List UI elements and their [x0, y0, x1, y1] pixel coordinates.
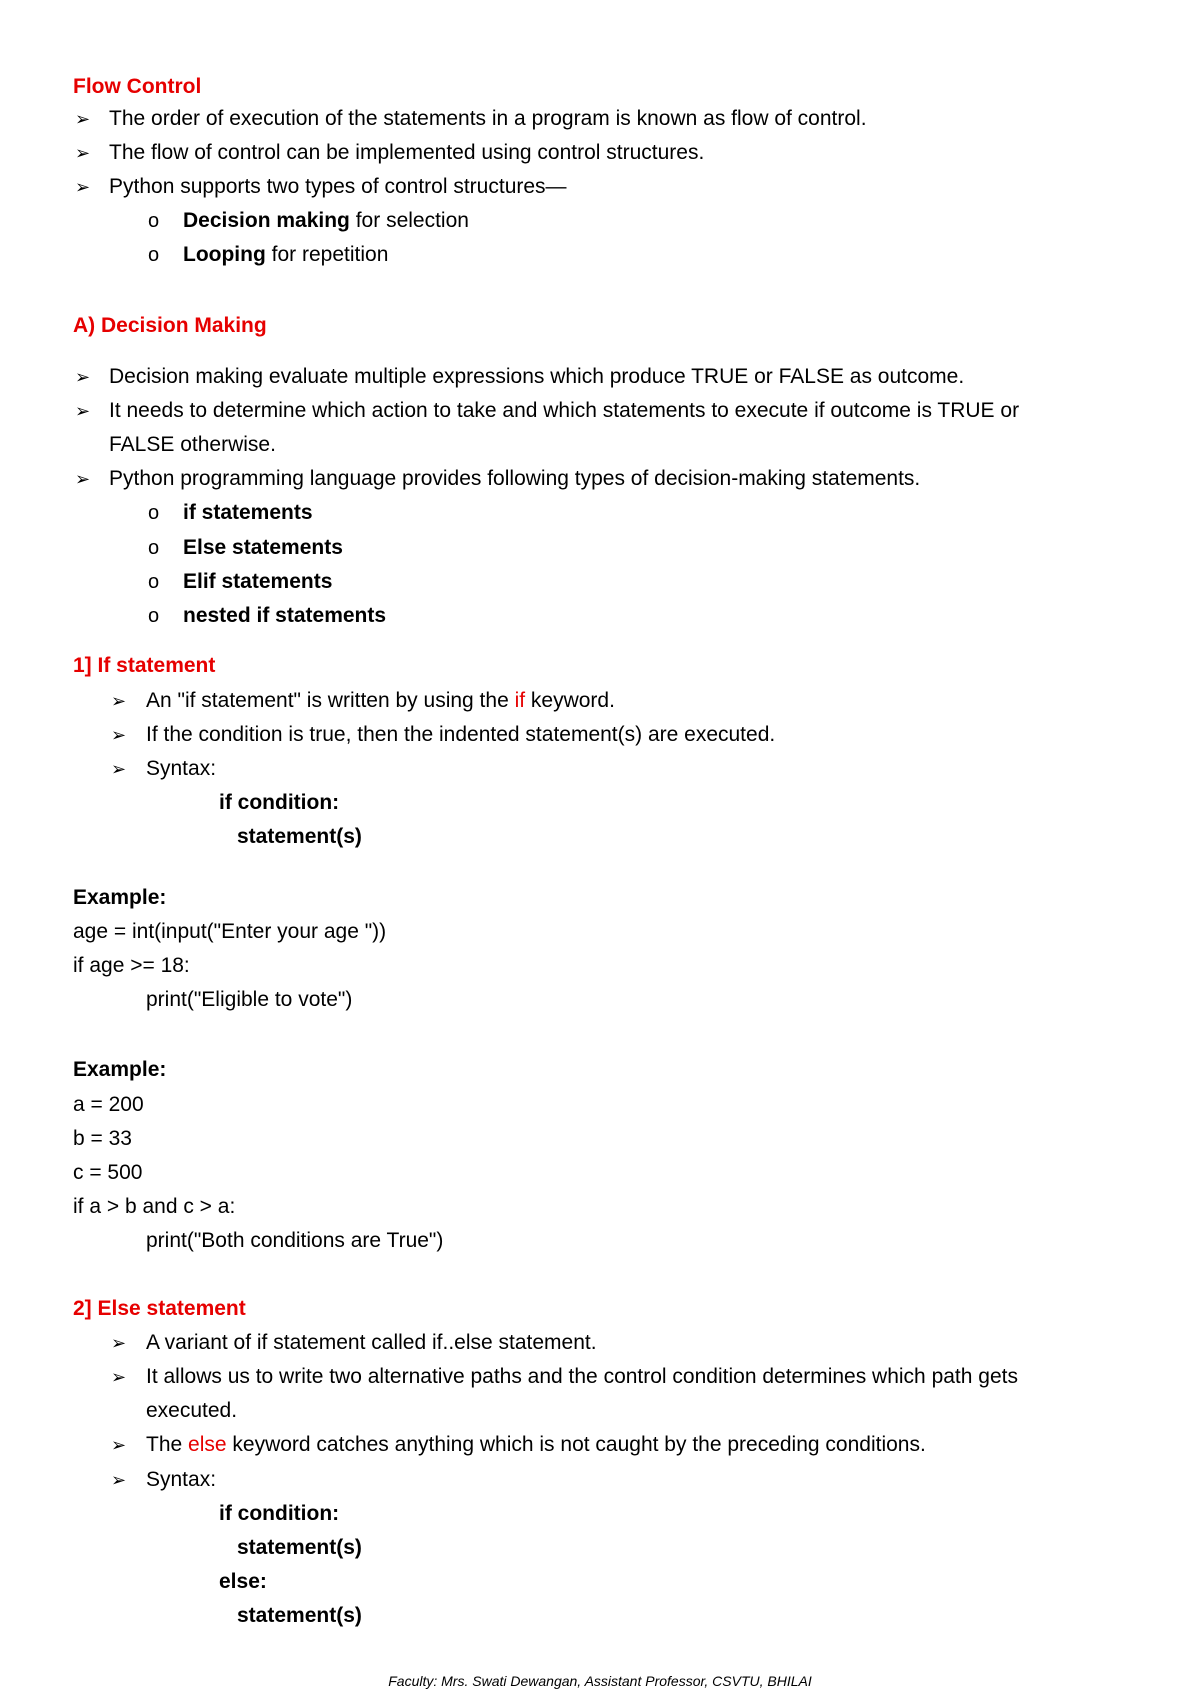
- sub-bullet-text: Elif statements: [183, 570, 333, 593]
- bullet-text: Syntax:: [146, 757, 217, 780]
- bullet-text: Decision making evaluate multiple expressions which produce TRUE or FALSE as outcome.: [109, 365, 965, 388]
- sub-bullet-text: Else statements: [183, 536, 343, 559]
- arrow-bullet-icon: ➢: [111, 1435, 127, 1455]
- sub-bullet-text: Decision making for selection: [183, 209, 469, 232]
- sub-bullet-text: nested if statements: [183, 604, 387, 627]
- syntax-line: statement(s): [237, 1604, 362, 1627]
- syntax-line: statement(s): [237, 825, 362, 848]
- syntax-line: if condition:: [219, 791, 340, 814]
- example-label: Example:: [73, 1058, 167, 1081]
- arrow-bullet-icon: ➢: [111, 759, 127, 779]
- bullet-text: An "if statement" is written by using the if keyword.: [146, 689, 615, 712]
- circle-bullet-icon: o: [148, 605, 160, 627]
- circle-bullet-icon: o: [148, 210, 160, 232]
- circle-bullet-icon: o: [148, 502, 160, 524]
- section-heading-else-statement: 2] Else statement: [73, 1297, 246, 1320]
- circle-bullet-icon: o: [148, 537, 160, 559]
- page-footer: Faculty: Mrs. Swati Dewangan, Assistant Professor, CSVTU, BHILAI: [388, 1673, 812, 1689]
- bullet-text: Syntax:: [146, 1468, 217, 1491]
- code-line: if a > b and c > a:: [73, 1195, 236, 1218]
- code-line: print("Both conditions are True"): [146, 1229, 444, 1252]
- arrow-bullet-icon: ➢: [111, 1333, 127, 1353]
- arrow-bullet-icon: ➢: [111, 691, 127, 711]
- keyword-else: else: [188, 1433, 227, 1456]
- bullet-text: Python supports two types of control structures—: [109, 175, 567, 198]
- arrow-bullet-icon: ➢: [111, 725, 127, 745]
- syntax-line: statement(s): [237, 1536, 362, 1559]
- code-line: print("Eligible to vote"): [146, 988, 353, 1011]
- bullet-text: It allows us to write two alternative paths and the control condition determines which path gets: [146, 1365, 1018, 1388]
- section-heading-decision-making: A) Decision Making: [73, 314, 267, 337]
- bullet-text: It needs to determine which action to take and which statements to execute if outcome is TRUE or: [109, 399, 1020, 422]
- arrow-bullet-icon: ➢: [75, 367, 91, 387]
- arrow-bullet-icon: ➢: [111, 1367, 127, 1387]
- syntax-line: if condition:: [219, 1502, 340, 1525]
- arrow-bullet-icon: ➢: [75, 143, 91, 163]
- sub-bullet-text: Looping for repetition: [183, 243, 389, 266]
- bullet-text: The else keyword catches anything which is not caught by the preceding conditions.: [146, 1433, 926, 1456]
- arrow-bullet-icon: ➢: [75, 401, 91, 421]
- bullet-text: A variant of if statement called if..else statement.: [146, 1331, 597, 1354]
- arrow-bullet-icon: ➢: [111, 1470, 127, 1490]
- arrow-bullet-icon: ➢: [75, 469, 91, 489]
- circle-bullet-icon: o: [148, 571, 160, 593]
- example-label: Example:: [73, 886, 167, 909]
- arrow-bullet-icon: ➢: [75, 109, 91, 129]
- code-line: age = int(input("Enter your age ")): [73, 920, 387, 943]
- syntax-line: else:: [219, 1570, 267, 1593]
- bullet-text: Python programming language provides following types of decision-making statements.: [109, 467, 921, 490]
- bullet-text-continuation: executed.: [146, 1399, 238, 1422]
- sub-bullet-text: if statements: [183, 501, 313, 524]
- code-line: a = 200: [73, 1093, 144, 1116]
- code-line: c = 500: [73, 1161, 143, 1184]
- circle-bullet-icon: o: [148, 244, 160, 266]
- code-line: b = 33: [73, 1127, 132, 1150]
- bullet-text: The order of execution of the statements in a program is known as flow of control.: [109, 107, 867, 130]
- keyword-if: if: [514, 689, 526, 712]
- code-line: if age >= 18:: [73, 954, 190, 977]
- bullet-text-continuation: FALSE otherwise.: [109, 433, 276, 456]
- bullet-text: If the condition is true, then the indented statement(s) are executed.: [146, 723, 776, 746]
- arrow-bullet-icon: ➢: [75, 177, 91, 197]
- section-heading-flow-control: Flow Control: [73, 75, 202, 98]
- bullet-text: The flow of control can be implemented using control structures.: [109, 141, 705, 164]
- section-heading-if-statement: 1] If statement: [73, 654, 216, 677]
